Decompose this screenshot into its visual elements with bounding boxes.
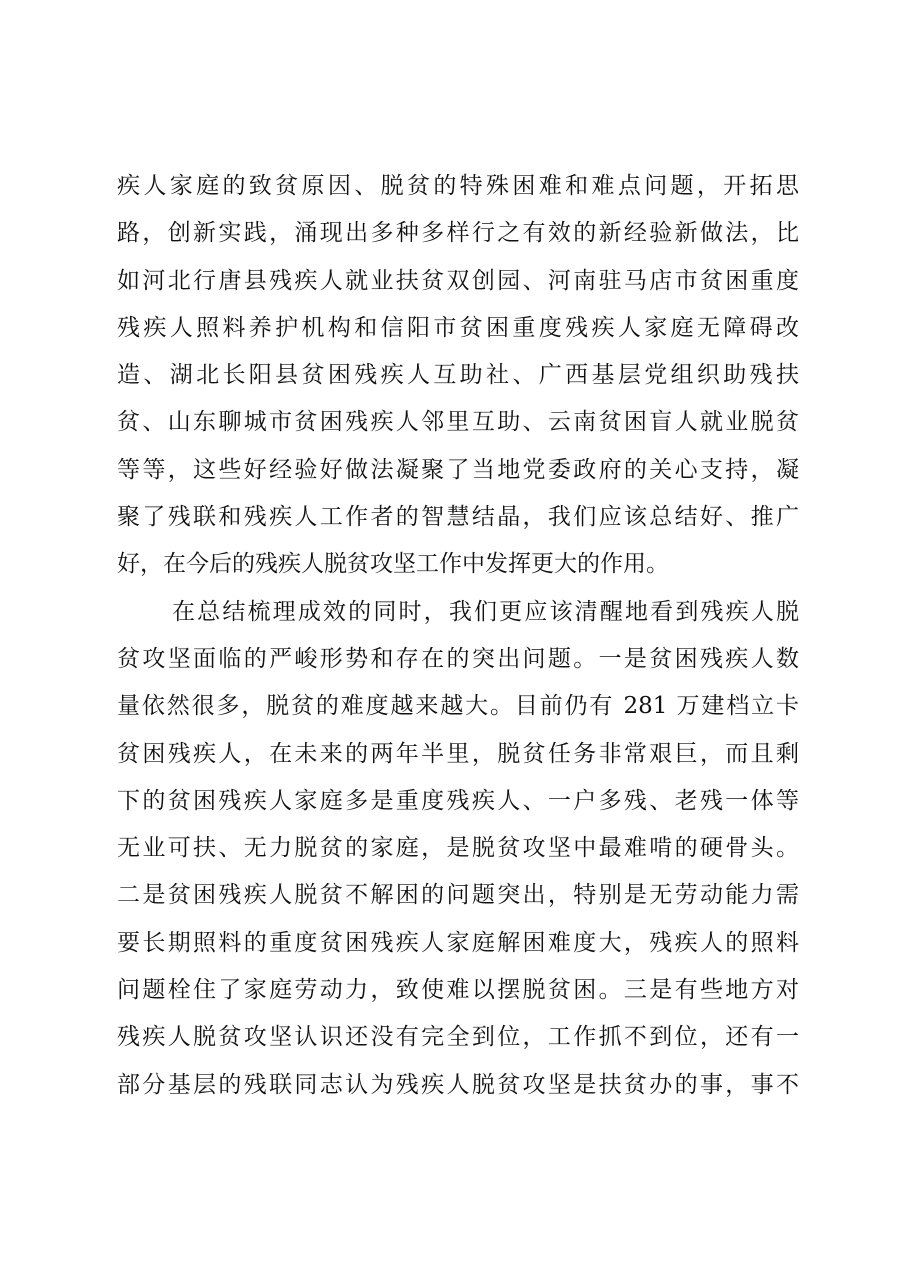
text-line: 部分基层的残联同志认为残疾人脱贫攻坚是扶贫办的事，事不 — [117, 1071, 799, 1098]
text-line: 残疾人照料养护机构和信阳市贫困重度残疾人家庭无障碍改 — [117, 314, 799, 341]
text-line: 如河北行唐县残疾人就业扶贫双创园、河南驻马店市贫困重度 — [117, 267, 799, 294]
text-line: 路，创新实践，涌现出多种多样行之有效的新经验新做法，比 — [117, 220, 799, 247]
text-line: 下的贫困残疾人家庭多是重度残疾人、一户多残、老残一体等 — [117, 787, 799, 814]
text-line: 等等，这些好经验好做法凝聚了当地党委政府的关心支持，凝 — [117, 456, 799, 483]
text-line: 贫困残疾人，在未来的两年半里，脱贫任务非常艰巨，而且剩 — [117, 740, 799, 767]
text-line: 无业可扶、无力脱贫的家庭，是脱贫攻坚中最难啃的硬骨头。 — [117, 835, 799, 862]
text-line: 造、湖北长阳县贫困残疾人互助社、广西基层党组织助残扶 — [117, 362, 799, 389]
text-line: 聚了残联和残疾人工作者的智慧结晶，我们应该总结好、推广 — [117, 504, 799, 531]
text-line: 残疾人脱贫攻坚认识还没有完全到位，工作抓不到位，还有一 — [117, 1024, 799, 1051]
text-line: 问题栓住了家庭劳动力，致使难以摆脱贫困。三是有些地方对 — [117, 977, 799, 1004]
text-line: 疾人家庭的致贫原因、脱贫的特殊困难和难点问题，开拓思 — [117, 173, 799, 199]
paragraph-last-line: 好，在今后的残疾人脱贫攻坚工作中发挥更大的作用。 — [117, 551, 669, 578]
text-line: 贫、山东聊城市贫困残疾人邻里互助、云南贫困盲人就业脱贫 — [117, 409, 799, 436]
text-line: 要长期照料的重度贫困残疾人家庭解困难度大，残疾人的照料 — [117, 929, 799, 956]
paragraph-first-line: 在总结梳理成效的同时，我们更应该清醒地看到残疾人脱 — [172, 598, 799, 625]
text-line: 贫攻坚面临的严峻形势和存在的突出问题。一是贫困残疾人数 — [117, 645, 799, 672]
body-text — [117, 163, 799, 1109]
text-line: 量依然很多，脱贫的难度越来越大。目前仍有 281 万建档立卡 — [117, 693, 799, 720]
text-line: 二是贫困残疾人脱贫不解困的问题突出，特别是无劳动能力需 — [117, 882, 799, 909]
